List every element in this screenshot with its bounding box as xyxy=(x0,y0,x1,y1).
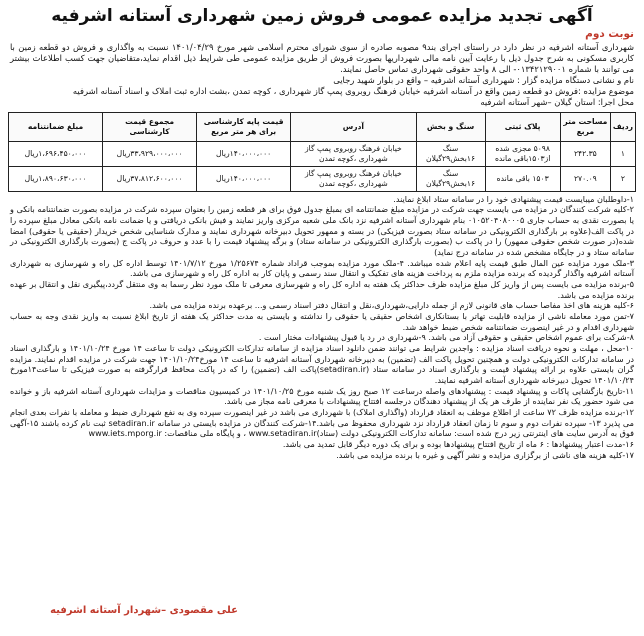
table-header-row xyxy=(9,112,636,141)
cell-base-price: ۱۴۰،۰۰۰،۰۰۰ریال xyxy=(197,141,291,166)
col-header-address: آدرس xyxy=(291,112,416,141)
col-header-row-no: ردیف xyxy=(610,112,635,141)
cell-plate: ۱۵۰۳ باقی مانده xyxy=(485,166,560,191)
intro-section xyxy=(10,42,634,109)
table-row xyxy=(9,141,636,166)
condition-item: ۵-برنده مزایده می بایست پس از واریز کل مبلغ مزایده ظرف حداکثر یک هفته به اداره کل راه و شهرسازی معرفی تا ملک مورد نظر رسما به وی منتقل گردد،پیگیری نقل و انتقال بر عهده برنده مزایده می باشد. xyxy=(10,278,634,300)
lots-table xyxy=(8,112,636,192)
cell-address: خیابان فرهنگ روبروی پمپ گاز شهرداری ،کوچه تمدن xyxy=(291,166,416,191)
cell-guarantee: ۱،۶۹۶،۴۵۰،۰۰۰ریال xyxy=(9,141,103,166)
conditions-section xyxy=(10,194,634,450)
cell-area: ۲۴۲.۳۵ xyxy=(560,141,610,166)
cell-plate: ۵۰۹۸ مجزی شده از۱۵۰۳باقی مانده xyxy=(485,141,560,166)
col-header-base-price: قیمت پایه کارشناسی برای هر متر مربع xyxy=(197,112,291,141)
col-header-total-price: مجموع قیمت کارشناسی xyxy=(103,112,197,141)
cell-row-no: ۱ xyxy=(610,141,635,166)
page-title: آگهی تجدید مزایده عمومی فروش زمین شهرداری آستانه اشرفیه xyxy=(51,6,593,26)
col-header-area: مساحت متر مربع xyxy=(560,112,610,141)
condition-item: ۱۲-برنده مزایده ظرف ۷۲ ساعت از اطلاع موظف به انعقاد قرارداد (واگذاری املاک) با شهرداری می باشد در غیر اینصورت سپرده وی به نفع شهرداری ضبط و معامله با نفرات بعدی انجام می پذیرد ۱۳- سپرده نفرات دوم و سوم تا زمان انعقاد قرارداد نزد شهرداری محفوظ می باشد.۱۴-شرکت کنندگان در مزایده بایستی در سامانه setadiran.ir ثبت نام کرده باشند ۱۵-آگهی فوق به آدرس سایت های اینترنتی زیر درج شده است: سامانه تدارکات الکترونیکی دولت (ستاد)www.setadiran.ir ، و پایگاه ملی مناقصات: www.iets.mporg.ir xyxy=(10,407,634,439)
cell-base-price: ۱۴۰،۰۰۰،۰۰۰ریال xyxy=(197,166,291,191)
cell-address: خیابان فرهنگ روبروی پمپ گاز شهرداری ،کوچه تمدن xyxy=(291,141,416,166)
condition-item: ۶-کلیه هزینه های اخذ مفاصا حساب های قانونی لازم از جمله دارایی،شهرداری،نقل و انتقال دفتر اسناد رسمی و... برعهده برنده مزایده می باشد. xyxy=(149,300,634,311)
col-header-section: سنگ و بخش xyxy=(416,112,485,141)
cell-section: سنگ ۱۶بخش۲۹گیلان xyxy=(416,166,485,191)
organizer-line: نام و نشانی دستگاه مزایده گزار : شهرداری آستانه اشرفیه – واقع در بلوار شهید رجایی xyxy=(333,75,634,86)
condition-item: ۱۱-تاریخ بازگشایی پاکات و پیشنهاد قیمت : پیشنهادهای واصله درساعت ۱۲ صبح روز یک شنبه مورخ ۱۴۰۱/۱۰/۲۵ در کمیسیون مناقصات و مزایدات شهرداری آستانه اشرفیه باز و خوانده می شود حضور یک نفر نماینده از طرف هر یک از پیشنهاد دهندگان درجلسه افتتاح پیشنهادات با معرفی نامه مجاز می باشد. xyxy=(10,385,635,407)
final-condition: ۱۷-کلیه هزینه های ناشی از برگزاری مزایده و نشر آگهی و غیره با برنده مزایده می باشد. xyxy=(336,449,634,460)
condition-item: ۱۶-مدت اعتبار پیشنهادها : ۶ ماه از تاریخ افتتاح پیشنهادها بوده و برای یک دوره دیگر قابل تمدید می باشد. xyxy=(282,439,634,450)
cell-guarantee: ۱،۸۹۰،۶۳۰،۰۰۰ریال xyxy=(9,166,103,191)
round-label: نوبت دوم xyxy=(585,28,634,40)
col-header-guarantee: مبلغ ضمانتنامه xyxy=(9,112,103,141)
condition-item: ۷-تمن مورد معامله ناشی از مزایده قابلیت تهاتر با بستانکاری اشخاص حقیقی یا حقوقی را نداشته و بایستی به مدت حداکثر یک هفته از تاریخ ابلاغ نسبت به واریز نقدی وجه به حساب شهرداری اقدام و در غیر اینصورت ضمانتنامه شخص ضبط خواهد شد. xyxy=(10,310,634,332)
intro-paragraph: شهرداری آستانه اشرفیه در نظر دارد در راستای اجرای بند۹ مصوبه صادره از سوی شورای محترم اسلامی شهر مورخ ۱۴۰۱/۰۴/۲۹ نسبت به واگذاری و فروش دو قطعه زمین با کاربری مسکونی به شرح جدول ذیل با رعایت آیین نامه مالی شهرداریها بصورت فروش از طریق مزایده عمومی طی شرایط ذیل اقدام نماید،متقاضیان جهت کسب اطلاعات بیشتر می توانند با شماره ۰۱۳۴۲۱۲۹۰۰۱- الی ۸ واحد حقوقی شهرداری تماس حاصل نمایند. xyxy=(10,42,634,75)
col-header-plate: پلاک ثبتی xyxy=(485,112,560,141)
mayor-signature: علی مقصودی –شهردار آستانه اشرفیه xyxy=(50,605,238,616)
cell-section: سنگ ۱۶بخش۲۹گیلان xyxy=(416,141,485,166)
cell-area: ۲۷۰.۰۹ xyxy=(560,166,610,191)
table-row xyxy=(9,166,636,191)
condition-item: ۱۰-محل ، مهلت و نحوه دریافت اسناد مزایده : واجدین شرایط می توانند ضمن دانلود اسناد مزایده از سامانه تدارکات الکترونیکی دولت تا ساعت ۱۴ مورخ ۱۴۰۱/۱۰/۲۴ و بارگذاری اسناد در سامانه تدارکات الکترونیکی دولت و همچنین تحویل پاکت الف (تضمین) به دبیرخانه شهرداری آستانه اشرفیه تا ساعت ۱۴ مورخ۱۴۰۱/۱۰/۲۴ جهت شرکت در مزایده اقدام نمایند. مزایده گران بایستی علاوه بر ارائه پیشنهاد قیمت و بارگذاری اسناد در سامانه ستاد (setadiran.ir)پاکت الف (تضمین) را که در پاکت محافظ قرارگرفته به صورت فیزیکی تا ساعت۱۴مورخ ۱۴۰۱/۱۰/۲۴ تحویل دبیرخانه شهرداری آستانه اشرفیه نمایند. xyxy=(10,342,635,385)
subject-line: موضوع مزایده :فروش دو قطعه زمین واقع در آستانه اشرفیه خیابان فرهنگ روبروی پمپ گاز شهرداری ، کوچه تمدن ،بشت اداره ثبت املاک و اسناد آستانه اشرفیه xyxy=(72,86,634,97)
condition-item: ۱-داوطلبان میبایست قیمت پیشنهادی خود را در سامانه ستاد ابلاغ نمایند. xyxy=(393,193,634,204)
condition-item: ۸-شرکت برای عموم اشخاص حقیقی و حقوقی آزاد می باشد. ۹-شهرداری در رد یا قبول پیشنهادات مختار است . xyxy=(258,332,634,343)
condition-item: ۳-ملک مورد مزایده عین المال طبق قیمت پایه اعلام شده میباشد. ۴-ملک مورد مزایده بموجب قراداد شماره ۱/۲۵۶۷۴ مورخ ۱۴۰۱/۷/۱۲ توسط اداره کل راه و شهرسازی به شهرداری آستانه اشرفیه واگذار گردیده که برنده مزایده ملزم به پرداخت هزینه های تفکیک و انتقال سند رسمی و پایان کار به اداره کل راه و شهرسازی می باشد. xyxy=(10,257,634,279)
cell-total-price: ۳۷،۸۱۲،۶۰۰،۰۰۰ریال xyxy=(103,166,197,191)
location-line: محل اجرا: استان گیلان –شهر آستانه اشرفیه xyxy=(480,97,634,108)
condition-item: ۲-کلیه شرکت کنندگان در مزایده می بایست جهت شرکت در مزایده مبلغ ضمانتنامه ای بمبلغ جدول فوق برای هر قطعه زمین را بعنوان سپرده شرکت در مزایده بصورت ضمانتنامه بانکی و یا بصورت نقدی به حساب جاری ۰۱۰۵۲۰۴۰۸۰۰۰۵ بنام شهرداری آستانه اشرفیه نزد بانک ملی شعبه مرکزی واریز نمایند و فیش بانکی دریافتی و یا ضمانت نامه بانکی معادل مبلغ سپرده را در پاکت الف(علاوه بر بارگذاری الکترونیکی در سامانه ستاد بصورت فیزیکی) در بسته و ممهور تحویل دبیرخانه شهرداری نمایند و مدارک شناسایی شخص خریدار (حقیقی یا حقوقی) امضا شده(در صورت شخص حقوقی ممهور) را در پاکت ب (بصورت بارگذاری الکترونیکی در سامانه ستاد) و برگه پیشنهاد قیمت را با عدد و حروف در پاکت ج (بصورت بارگذاری الکترونیکی در سامانه ستاد و در جایگاه مشخص شده در سامانه درج نماید) xyxy=(10,204,634,257)
cell-total-price: ۳۳،۹۲۹،۰۰۰،۰۰۰ریال xyxy=(103,141,197,166)
cell-row-no: ۲ xyxy=(610,166,635,191)
